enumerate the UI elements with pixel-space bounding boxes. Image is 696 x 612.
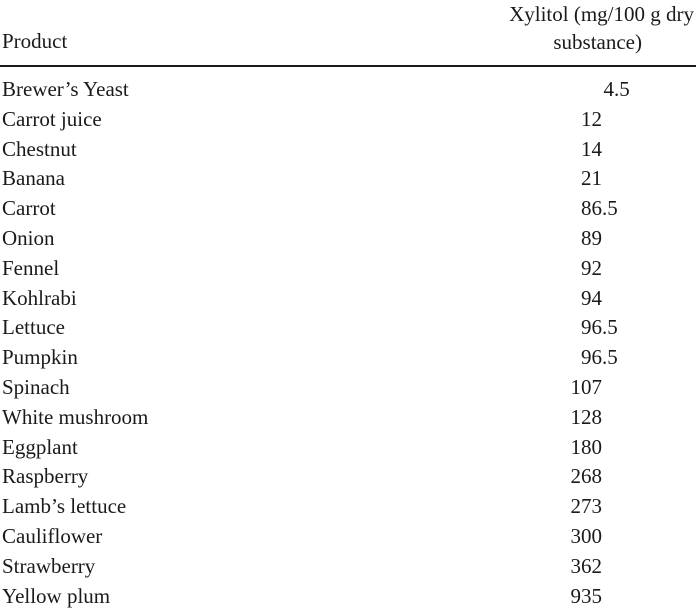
xylitol-cell: 14 bbox=[581, 136, 602, 161]
table-row bbox=[0, 223, 696, 253]
xylitol-cell: 273 bbox=[570, 494, 602, 519]
xylitol-cell: 12 bbox=[581, 106, 602, 131]
product-cell: Lettuce bbox=[2, 315, 65, 340]
xylitol-cell: 180 bbox=[570, 434, 602, 459]
table-row bbox=[0, 551, 696, 581]
xylitol-cell: 362 bbox=[570, 553, 602, 578]
product-cell: Eggplant bbox=[2, 434, 78, 459]
xylitol-cell: 94 bbox=[581, 285, 602, 310]
product-cell: Lamb’s lettuce bbox=[2, 494, 127, 519]
product-cell: Onion bbox=[2, 225, 55, 250]
xylitol-cell: 4.5 bbox=[603, 77, 630, 101]
product-cell: White mushroom bbox=[2, 404, 149, 429]
xylitol-cell: 300 bbox=[570, 523, 602, 548]
table-row bbox=[0, 163, 696, 193]
table-row bbox=[0, 253, 696, 283]
product-cell: Strawberry bbox=[2, 553, 96, 578]
xylitol-cell: 21 bbox=[581, 166, 602, 191]
product-cell: Yellow plum bbox=[2, 583, 111, 608]
header-xylitol bbox=[464, 0, 694, 56]
product-cell: Pumpkin bbox=[2, 345, 78, 370]
product-cell: Banana bbox=[2, 166, 65, 191]
table-row bbox=[0, 581, 696, 611]
table-row bbox=[0, 521, 696, 551]
table-row bbox=[0, 134, 696, 164]
xylitol-cell: 96.5 bbox=[581, 345, 618, 370]
table-header bbox=[0, 0, 696, 66]
product-cell: Carrot juice bbox=[2, 106, 102, 131]
product-cell: Brewer’s Yeast bbox=[2, 77, 129, 101]
table-row bbox=[0, 312, 696, 342]
xylitol-cell: 89 bbox=[581, 225, 602, 250]
product-cell: Cauliflower bbox=[2, 523, 103, 548]
header-rule bbox=[0, 65, 696, 67]
header-product: Product bbox=[2, 29, 68, 53]
xylitol-cell: 935 bbox=[570, 583, 602, 608]
product-cell: Fennel bbox=[2, 255, 60, 280]
product-cell: Kohlrabi bbox=[2, 285, 77, 310]
xylitol-cell: 107 bbox=[570, 374, 602, 399]
xylitol-cell: 268 bbox=[570, 464, 602, 489]
table-row bbox=[0, 193, 696, 223]
table-row bbox=[0, 74, 696, 104]
table-row bbox=[0, 104, 696, 134]
table-row bbox=[0, 461, 696, 491]
xylitol-cell: 86.5 bbox=[581, 196, 618, 221]
product-cell: Spinach bbox=[2, 374, 70, 399]
product-cell: Carrot bbox=[2, 196, 56, 221]
table-row bbox=[0, 342, 696, 372]
header-xylitol-line1: Xylitol (mg/100 g dry bbox=[509, 2, 694, 26]
product-cell: Raspberry bbox=[2, 464, 89, 489]
product-cell: Chestnut bbox=[2, 136, 77, 161]
xylitol-cell: 92 bbox=[581, 255, 602, 280]
table-row bbox=[0, 491, 696, 521]
table-body bbox=[0, 74, 696, 610]
table-row bbox=[0, 283, 696, 313]
table-row bbox=[0, 402, 696, 432]
xylitol-cell: 96.5 bbox=[581, 315, 618, 340]
table-row bbox=[0, 372, 696, 402]
header-xylitol-line2: substance) bbox=[553, 30, 642, 54]
xylitol-cell: 128 bbox=[570, 404, 602, 429]
table-row bbox=[0, 432, 696, 462]
